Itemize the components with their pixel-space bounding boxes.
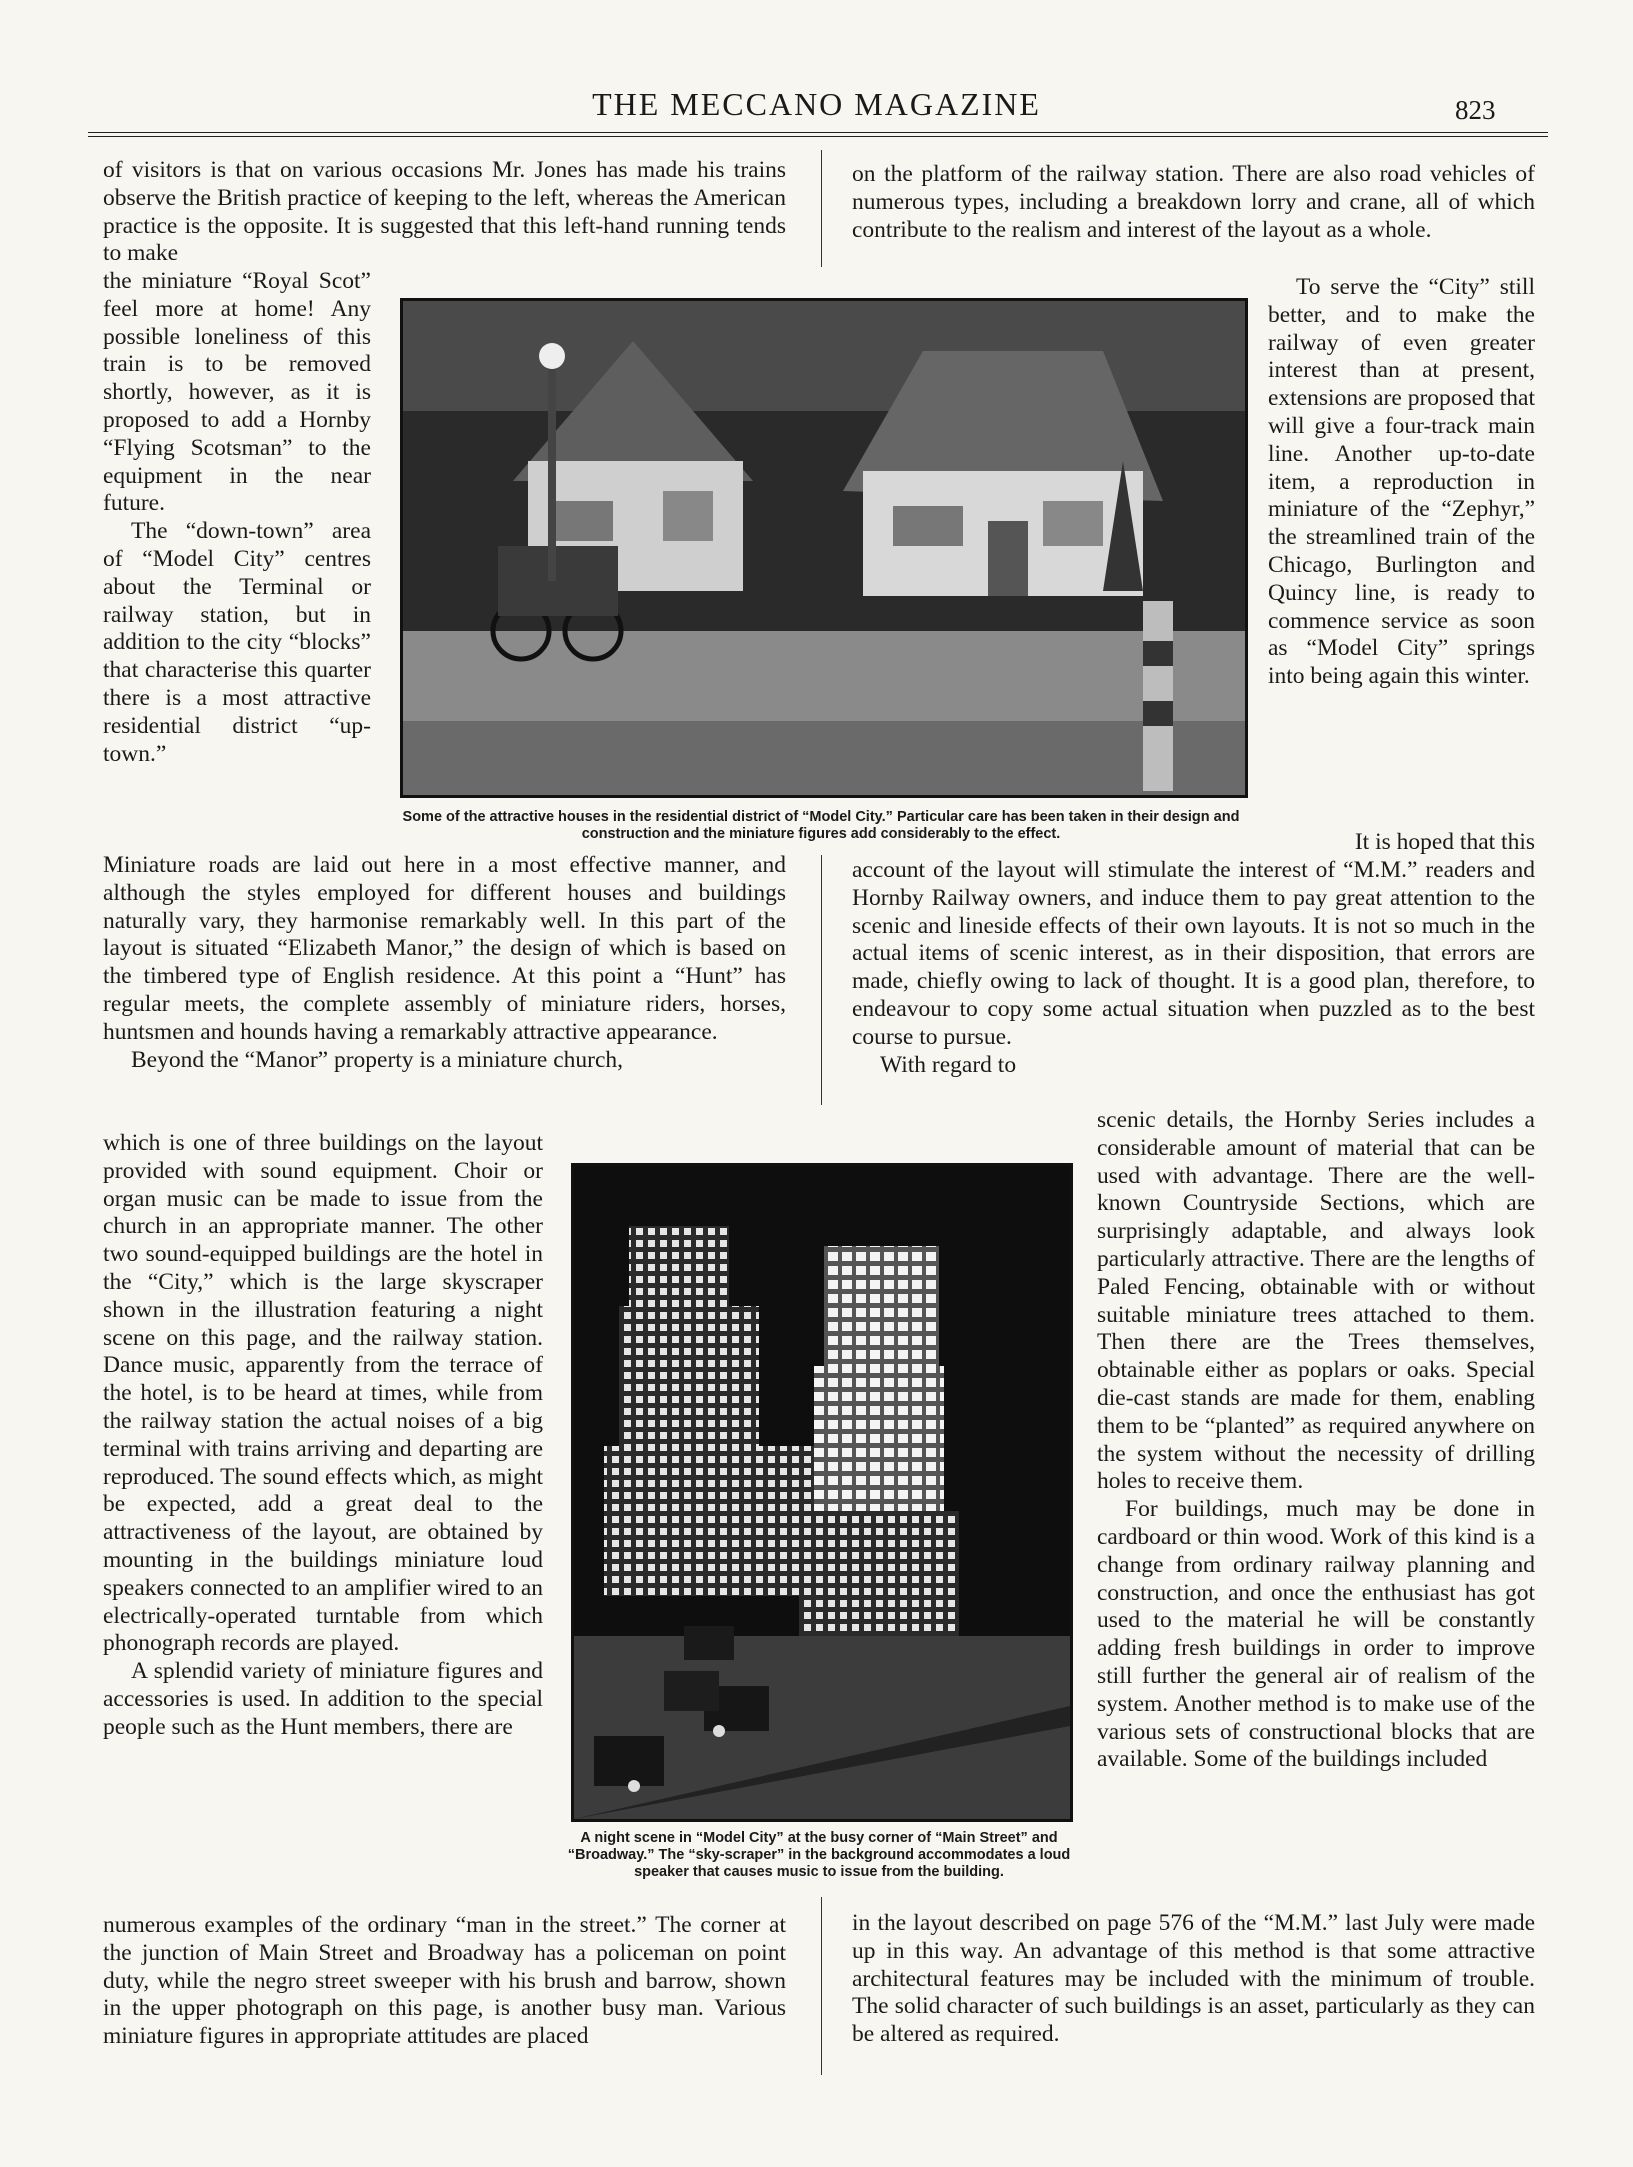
- text-left-top: [103, 157, 786, 268]
- text-right-top: [852, 161, 1535, 244]
- paragraph: numerous examples of the ordinary “man in the street.” The corner at the junction of Main Street and Broadway has a policeman on point duty, while the negro street sweeper with his brush and barrow, shown in the upper photograph on this page, is another busy man. Various miniature figures in appropriate attitudes are placed: [103, 1912, 786, 2050]
- header-rule-thin: [88, 136, 1548, 137]
- column-divider-top: [821, 150, 822, 267]
- paragraph: account of the layout will stimulate the interest of “M.M.” readers and Hornby Railway owners, and induce them to pay great attention to the scenic and lineside effects of their own layouts. It is not so much in the actual items of scenic interest, as in their disposition, that errors are made, chiefly owing to lack of thought. It is a good plan, therefore, to endeavour to copy some actual situation when puzzled as to the best course to pursue.: [852, 857, 1535, 1050]
- text-left-beside-photo: [103, 1130, 543, 1742]
- text-left-bottom: [103, 1912, 786, 2051]
- text-right-middle: [852, 857, 1535, 1079]
- night-scene-illustration: [574, 1166, 1070, 1819]
- paragraph: The “down-town” area of “Model City” centres about the Terminal or railway station, but in addition to the city “blocks” that characterise this quarter there is a most attractive residential district “up-town.”: [103, 518, 371, 767]
- paragraph: on the platform of the railway station. There are also road vehicles of numerous types, including a breakdown lorry and crane, all of which contribute to the realism and interest of the layout as a whole.: [852, 161, 1535, 243]
- page-number: 823: [1455, 95, 1496, 125]
- magazine-title: THE MECCANO MAGAZINE: [592, 86, 1041, 122]
- houses-caption: Some of the attractive houses in the residential district of “Model City.” Particular care has been taken in their design and construction and the miniature figures add considerably to the effect.: [402, 809, 1240, 842]
- paragraph: It is hoped that this: [1354, 829, 1535, 855]
- paragraph: Miniature roads are laid out here in a most effective manner, and although the styles employed for different houses and buildings naturally vary, they harmonise remarkably well. In this part of the layout is situated “Elizabeth Manor,” the design of which is based on the timbered type of English residence. At this point a “Hunt” has regular meets, the complete assembly of miniature riders, horses, huntsmen and hounds having a remarkably attractive appearance.: [103, 852, 786, 1045]
- houses-photo: [400, 298, 1248, 798]
- paragraph: With regard to: [880, 1051, 1017, 1078]
- paragraph: To serve the “City” still better, and to make the railway of even greater interest than at present, extensions are proposed that will give a four-track main line. Another up-to-date item, a reproduction in miniature of the “Zephyr,” the streamlined train of the Chicago, Burlington and Quincy line, is ready to commence service as soon as “Model City” springs into being again this winter.: [1268, 274, 1535, 690]
- houses-illustration: [403, 301, 1245, 795]
- paragraph: which is one of three buildings on the layout provided with sound equipment. Choir or organ music can be made to issue from the church in an appropriate manner. The other two sound-equipped buildings are the hotel in the “City,” which is the large skyscraper shown in the illustration featuring a night scene on this page, and the railway station. Dance music, apparently from the terrace of the hotel, is to be heard at times, while from the railway station the actual noises of a big terminal with trains arriving and departing are reproduced. The sound effects which, as might be expected, add a great deal to the attractiveness of the layout, are obtained by mounting in the buildings miniature loud speakers connected to an amplifier wired to an electrically-operated turntable from which phonograph records are played.: [103, 1130, 543, 1657]
- header-rule: [88, 132, 1548, 133]
- paragraph: the miniature “Royal Scot” feel more at home! Any possible loneliness of this train is to be removed shortly, however, as it is proposed to add a Hornby “Flying Scotsman” to the equipment in the near future.: [103, 268, 371, 517]
- column-divider-middle: [821, 855, 822, 1105]
- text-left-narrow: [103, 268, 371, 768]
- column-divider-bottom: [821, 1897, 822, 2075]
- paragraph: in the layout described on page 576 of the “M.M.” last July were made up in this way. An advantage of this method is that some attractive architectural features may be included with the minimum of trouble. The solid character of such buildings is an asset, particularly as they can be altered as required.: [852, 1910, 1535, 2048]
- paragraph: For buildings, much may be done in cardboard or thin wood. Work of this kind is a change from ordinary railway planning and construction, and once the enthusiast has got used to the material he will be constantly adding fresh buildings in order to improve still further the general air of realism of the system. Another method is to make use of the various sets of constructional blocks that are available. Some of the buildings included: [1097, 1496, 1535, 1773]
- paragraph: of visitors is that on various occasions Mr. Jones has made his trains observe the British practice of keeping to the left, whereas the American practice is the opposite. It is suggested that this left-hand running tends to make: [103, 157, 786, 267]
- night-scene-photo: [571, 1163, 1073, 1822]
- text-left-middle: [103, 852, 786, 1074]
- paragraph: scenic details, the Hornby Series includes a considerable amount of material that can be used with advantage. There are the well-known Countryside Sections, which are surprisingly adaptable, and always look particularly attractive. There are the lengths of Paled Fencing, obtainable with or without suitable miniature trees attached to them. Then there are the Trees themselves, obtainable either as poplars or oaks. Special die-cast stands are made for them, enabling them to be “planted” as required anywhere on the system without the necessity of drilling holes to receive them.: [1097, 1107, 1535, 1495]
- paragraph: A splendid variety of miniature figures and accessories is used. In addition to the special people such as the Hunt members, there are: [103, 1658, 543, 1740]
- paragraph: Beyond the “Manor” property is a miniature church,: [131, 1046, 624, 1073]
- text-right-beside-photo: [1097, 1107, 1535, 1774]
- text-right-resume: [1268, 829, 1535, 857]
- text-right-bottom: [852, 1910, 1535, 2049]
- night-scene-caption: A night scene in “Model City” at the busy corner of “Main Street” and “Broadway.” The “sky-scraper” in the background accommodates a loud speaker that causes music to issue from the building.: [567, 1830, 1071, 1880]
- text-right-narrow: [1268, 274, 1535, 691]
